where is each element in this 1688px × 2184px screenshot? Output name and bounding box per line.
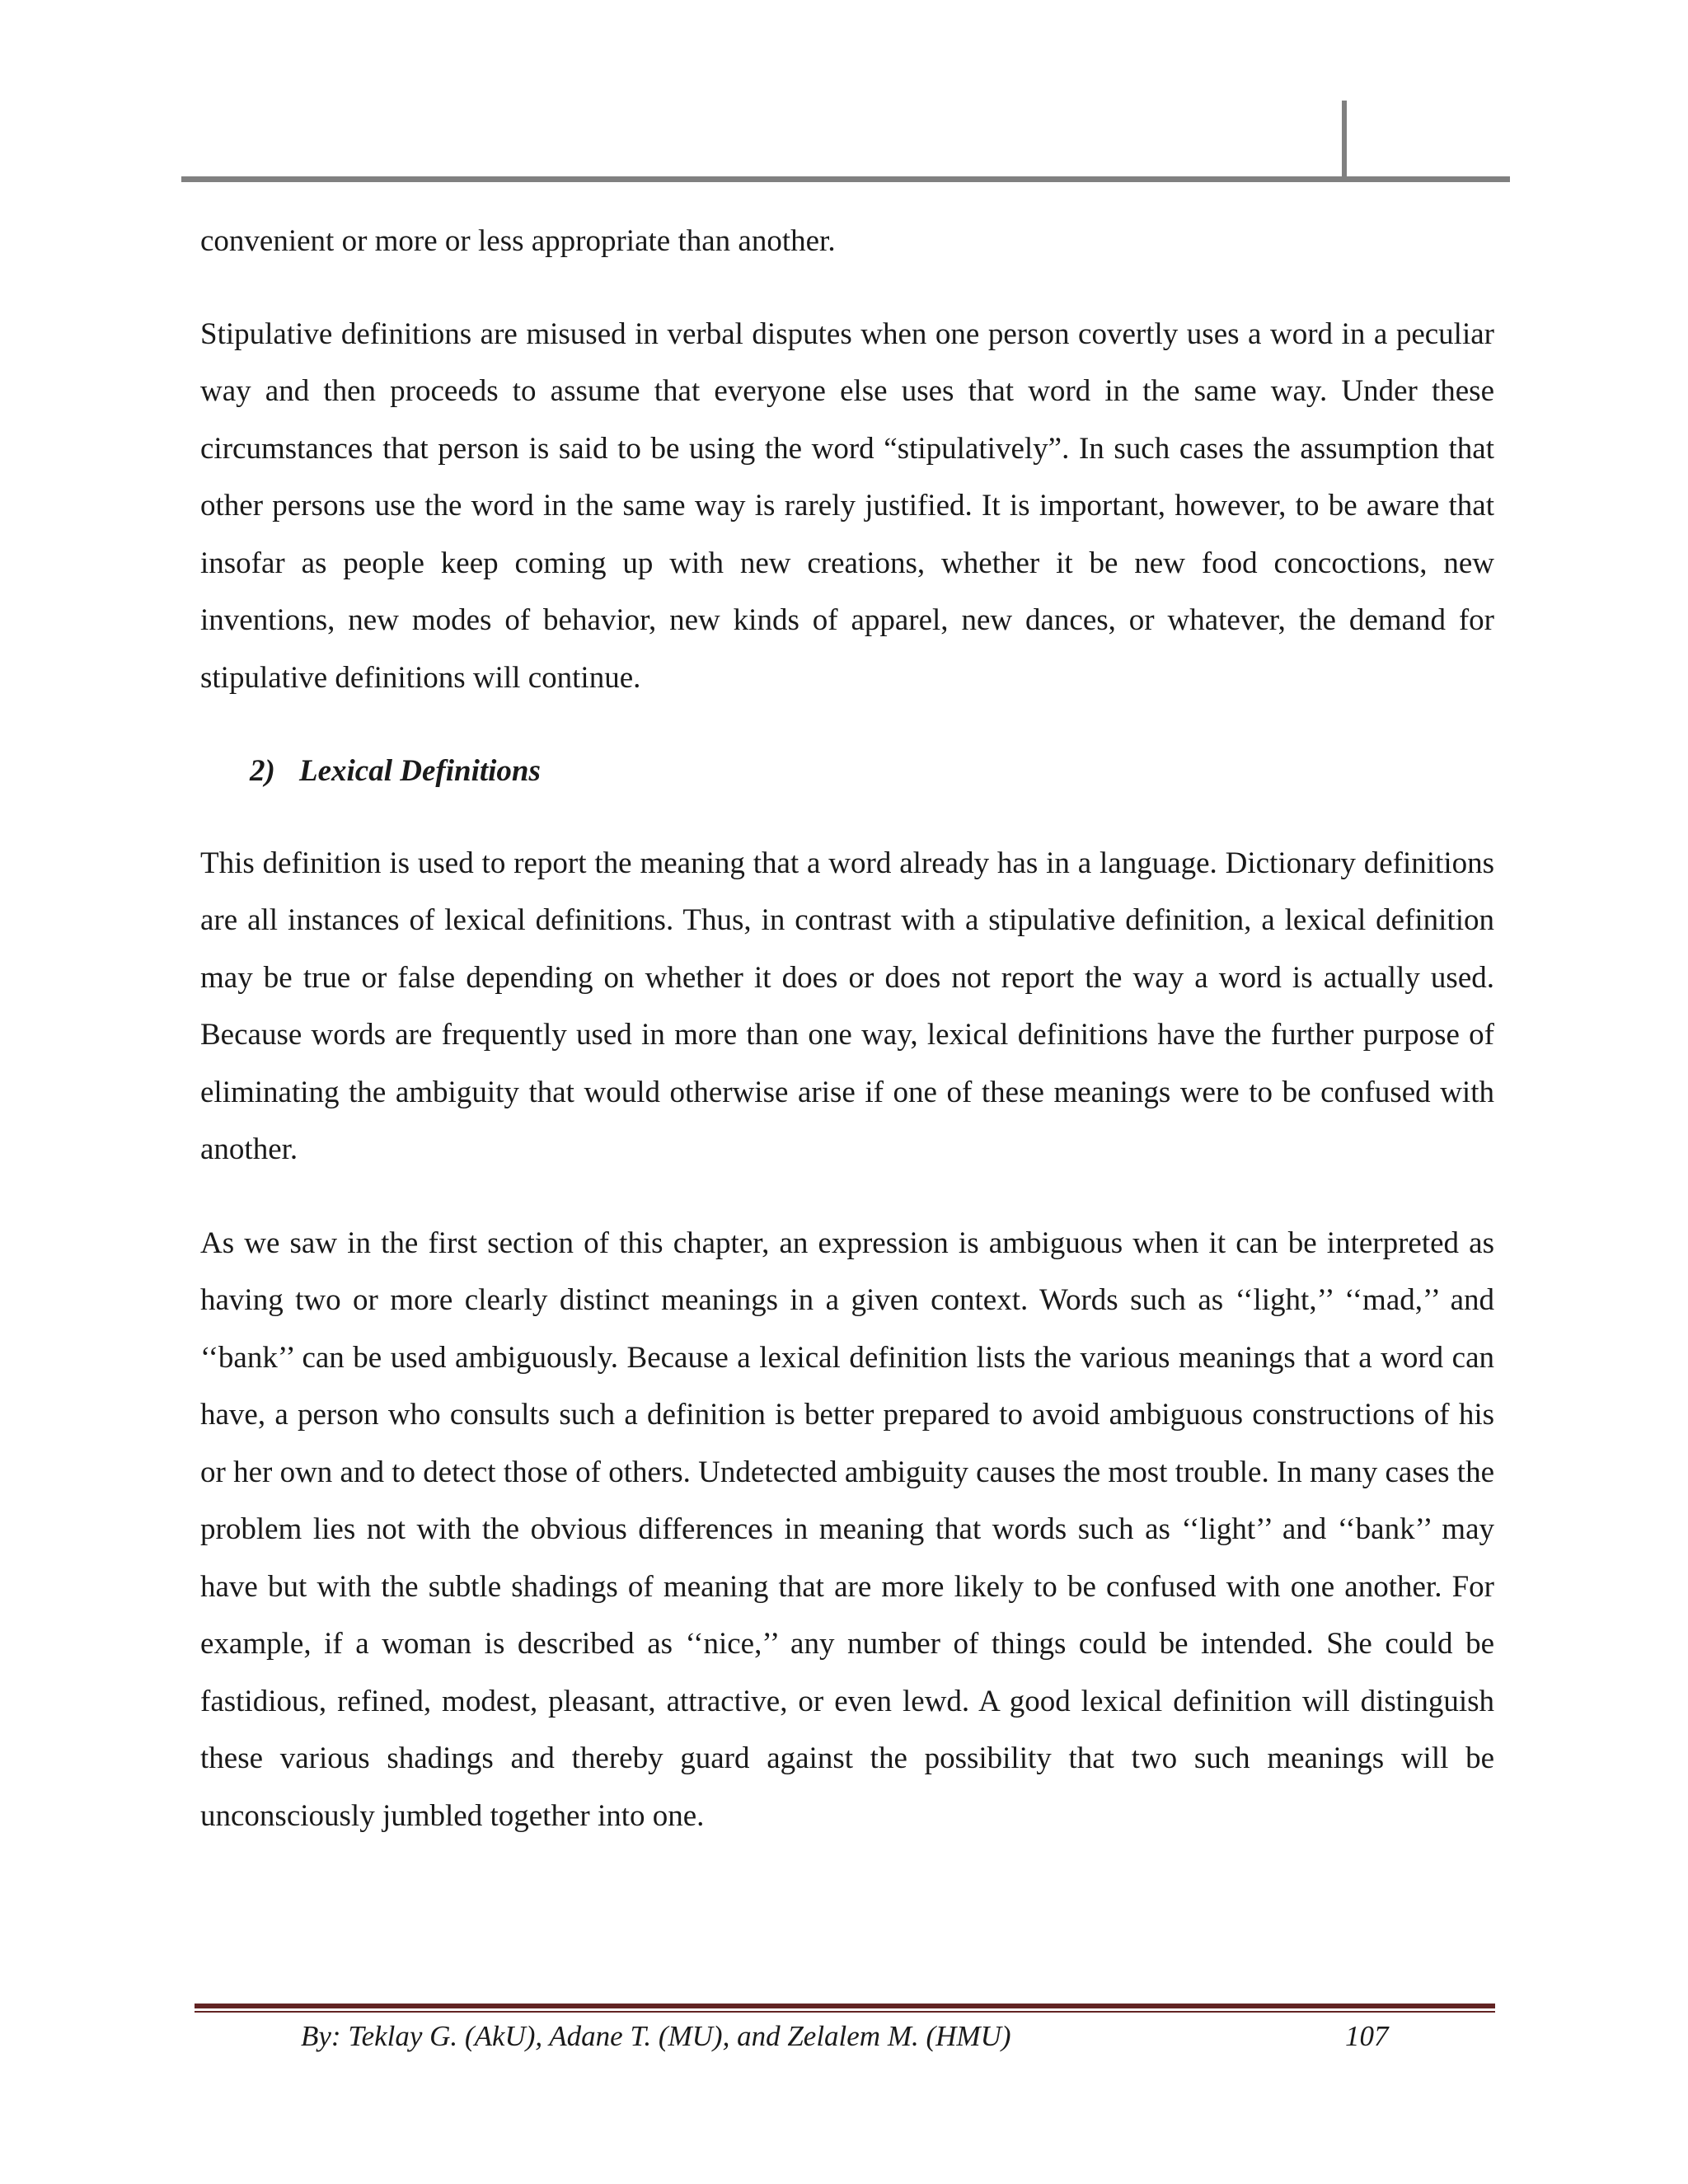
footer-rule-thick xyxy=(195,2004,1495,2008)
paragraph-ambiguity: As we saw in the first section of this chapter, an expression is ambiguous when it can be interpreted as having two or more clearly distinct meanings in a given context. Words such as ‘‘light,’’ ‘‘mad,’’ and ‘‘bank’’ can be used ambiguously. Because a lexical definition lists the various meanings that a word can have, a person who consults such a definition is better prepared to avoid ambiguous constructions of his or her own and to detect those of others. Undetected ambiguity causes the most trouble. In many cases the problem lies not with the obvious differences in meaning that words such as ‘‘light’’ and ‘‘bank’’ may have but with the subtle shadings of meaning that are more likely to be confused with one another. For example, if a woman is described as ‘‘nice,’’ any number of things could be intended. She could be fastidious, refined, modest, pleasant, attractive, or even lewd. A good lexical definition will distinguish these various shadings and thereby guard against the possibility that two such meanings will be unconsciously jumbled together into one. xyxy=(200,1226,1494,1833)
page-body xyxy=(200,213,1494,1844)
section-heading-title: Lexical Definitions xyxy=(299,754,541,788)
footer-rule-thin xyxy=(195,2011,1495,2013)
page-number: 107 xyxy=(1345,2020,1389,2052)
footer-authors: By: Teklay G. (AkU), Adane T. (MU), and Zelalem M. (HMU) xyxy=(301,2020,1011,2052)
section-heading-number: 2) xyxy=(250,754,275,788)
header-rule xyxy=(181,176,1510,182)
paragraph-continuation: convenient or more or less appropriate than another. xyxy=(200,224,836,258)
paragraph-stipulative-misuse: Stipulative definitions are misused in verbal disputes when one person covertly uses a word in a peculiar way and then proceeds to assume that everyone else uses that word in the same way. Under these circumstances that person is said to be using the word “stipulatively”. In such cases the assumption that other persons use the word in the same way is rarely justified. It is important, however, to be aware that insofar as people keep coming up with new creations, whether it be new food concoctions, new inventions, new modes of behavior, new kinds of apparel, new dances, or whatever, the demand for stipulative definitions will continue. xyxy=(200,316,1494,695)
paragraph-lexical-definition: This definition is used to report the meaning that a word already has in a language. Dictionary definitions are all instances of lexical definitions. Thus, in contrast with a stipulative definition, a lexical definition may be true or false depending on whether it does or does not report the way a word is actually used. Because words are frequently used in more than one way, lexical definitions have the further purpose of eliminating the ambiguity that would otherwise arise if one of these meanings were to be confused with another. xyxy=(200,846,1494,1166)
section-heading xyxy=(250,743,1494,800)
header-tick xyxy=(1342,101,1347,180)
